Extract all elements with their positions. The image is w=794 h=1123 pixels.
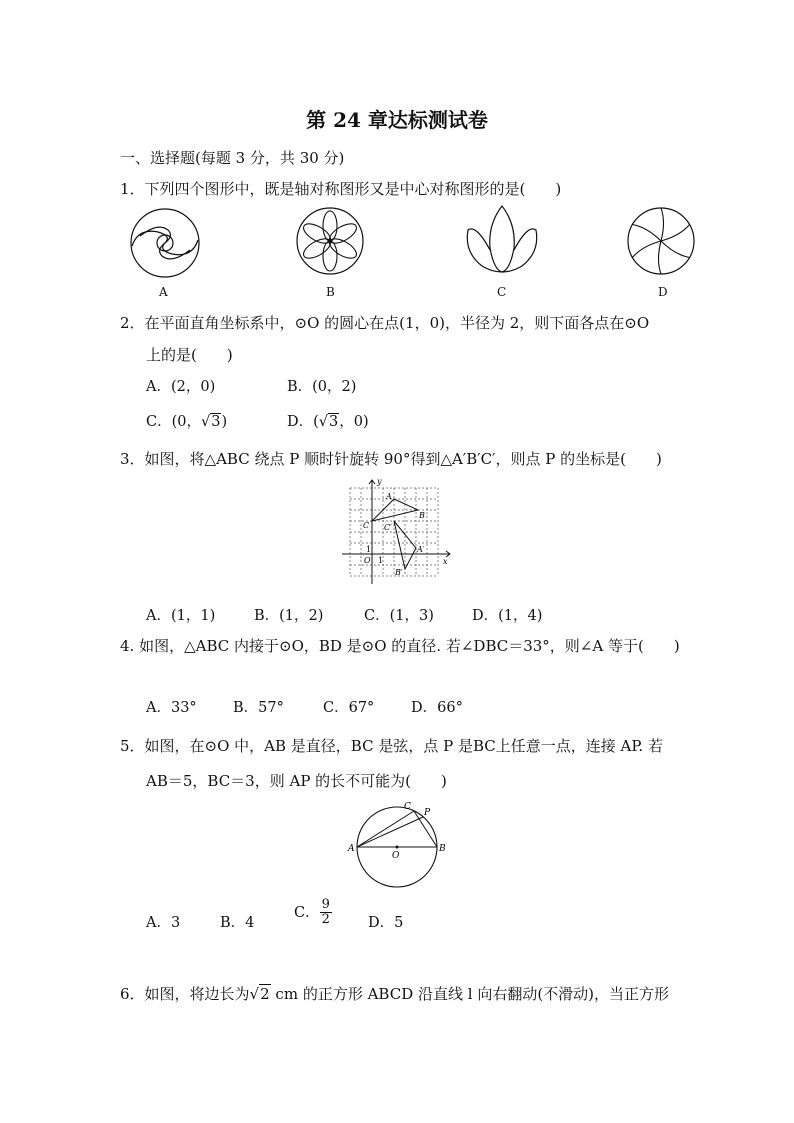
question-1-text: 1．下列四个图形中，既是轴对称图形又是中心对称图形的是( ) bbox=[120, 180, 562, 198]
question-5-option-a: A．3 bbox=[146, 915, 181, 931]
figure-1b-flower bbox=[295, 206, 365, 276]
question-4-option-b: B．57° bbox=[233, 700, 284, 716]
figure-1d-pinwheel bbox=[626, 206, 696, 276]
question-3-option-a: A．(1，1) bbox=[146, 608, 216, 624]
figure-3-y-label: y bbox=[377, 477, 382, 486]
question-3-text: 3．如图，将△ABC 绕点 P 顺时针旋转 90°得到△A′B′C′，则点 P 的坐标是( ) bbox=[120, 450, 662, 468]
figure-3-point-c-prime: C′ bbox=[384, 523, 392, 532]
question-5-option-c: C． $\frac{9}{2}$ bbox=[294, 897, 330, 928]
question-3-option-c: C．(1，3) bbox=[364, 608, 434, 624]
question-5-line2: AB＝5，BC＝3，则 AP 的长不可能为( ) bbox=[146, 772, 447, 790]
figure-3-point-b: B bbox=[419, 511, 425, 520]
figure-1c-label: C bbox=[497, 285, 507, 299]
figure-3-tick-x1: 1 bbox=[378, 556, 384, 565]
question-2-option-d: D．(√3，0) bbox=[287, 414, 369, 430]
page-title: 第 24 章达标测试卷 bbox=[306, 108, 488, 132]
question-2-option-b: B．(0，2) bbox=[287, 379, 357, 395]
question-3-option-d: D．(1，4) bbox=[472, 608, 543, 624]
figure-3-point-c: C bbox=[363, 521, 370, 530]
figure-5-circle bbox=[346, 800, 450, 890]
question-2-option-a: A．(2，0) bbox=[146, 379, 216, 395]
question-4-text: 4. 如图，△ABC 内接于⊙O，BD 是⊙O 的直径. 若∠DBC＝33°，则∠A 等于( ) bbox=[120, 637, 680, 655]
figure-1a-swirl bbox=[128, 206, 202, 280]
question-4-option-d: D．66° bbox=[411, 700, 463, 716]
figure-3-point-a: A bbox=[386, 492, 392, 501]
figure-3-point-a-prime: A′ bbox=[417, 545, 425, 554]
figure-1a-label: A bbox=[159, 285, 168, 299]
question-4-option-a: A．33° bbox=[146, 700, 197, 716]
question-2-line1: 2．在平面直角坐标系中，⊙O 的圆心在点(1，0)，半径为 2，则下面各点在⊙O bbox=[120, 314, 650, 332]
figure-3-point-b-prime: B′ bbox=[395, 568, 403, 577]
figure-5-point-c: C bbox=[404, 802, 411, 812]
figure-1c-lotus bbox=[466, 204, 538, 274]
figure-3-origin: O bbox=[364, 556, 371, 565]
figure-5-point-p: P bbox=[424, 808, 431, 818]
question-5-line1: 5．如图，在⊙O 中，AB 是直径，BC 是弦，点 P 是BC上任意一点，连接 AP. 若 bbox=[120, 737, 663, 755]
question-4-option-c: C．67° bbox=[323, 700, 375, 716]
sqrt-symbol: √2 bbox=[249, 985, 270, 1003]
question-3-option-b: B．(1，2) bbox=[254, 608, 324, 624]
section-heading: 一、选择题(每题 3 分，共 30 分) bbox=[120, 149, 345, 167]
figure-1b-label: B bbox=[326, 285, 335, 299]
figure-5-point-a: A bbox=[348, 844, 355, 854]
question-2-line2: 上的是( ) bbox=[146, 346, 233, 364]
sqrt-symbol: √3 bbox=[318, 414, 339, 430]
figure-3-tick-y1: 1 bbox=[366, 545, 372, 554]
sqrt-symbol: √3 bbox=[200, 414, 221, 430]
figure-1d-label: D bbox=[658, 285, 668, 299]
fraction: $\frac{9}{2}$ bbox=[321, 897, 330, 928]
figure-5-center-o: O bbox=[392, 851, 400, 861]
question-5-option-b: B．4 bbox=[220, 915, 255, 931]
question-5-option-d: D．5 bbox=[368, 915, 404, 931]
figure-5-point-b: B bbox=[439, 844, 446, 854]
question-2-option-c: C．(0，√3) bbox=[146, 414, 228, 430]
figure-3-x-label: x bbox=[443, 557, 448, 566]
figure-3-grid bbox=[340, 476, 455, 584]
question-6-text: 6．如图，将边长为√2 cm 的正方形 ABCD 沿直线 l 向右翻动(不滑动)，当正方形 bbox=[120, 985, 670, 1003]
